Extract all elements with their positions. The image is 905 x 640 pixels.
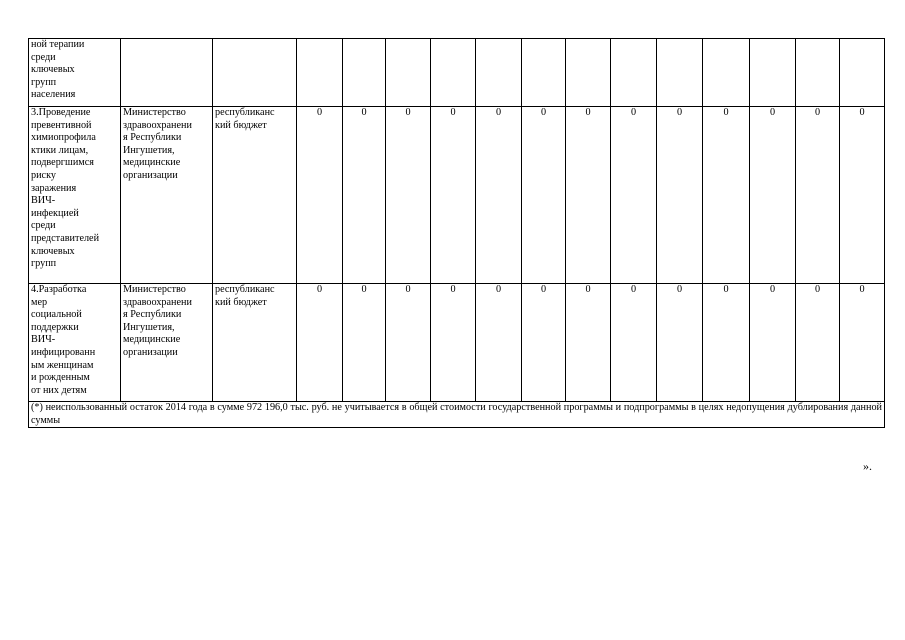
amount-cell: 0: [840, 107, 885, 284]
amount-cell: [657, 39, 703, 107]
funding-source-cell: [213, 39, 297, 107]
table-row: [29, 107, 885, 284]
executor-cell: Министерство здравоохранени я Республики Ингушетия, медицинские организации: [121, 107, 213, 284]
funding-source-cell: республиканс кий бюджет: [213, 107, 297, 284]
amount-cell: [840, 39, 885, 107]
amount-cell: [386, 39, 431, 107]
amount-cell: [476, 39, 522, 107]
amount-cell: [343, 39, 386, 107]
amount-cell: 0: [611, 284, 657, 402]
amount-cell: 0: [343, 284, 386, 402]
amount-cell: 0: [297, 107, 343, 284]
amount-cell: [750, 39, 796, 107]
funding-source-cell: республиканс кий бюджет: [213, 284, 297, 402]
amount-cell: 0: [522, 284, 566, 402]
amount-cell: 0: [386, 107, 431, 284]
measure-name-cell: 4.Разработка мер социальной поддержки ВИЧ- инфицированн ым женщинам и рожденным от них детям: [29, 284, 121, 402]
amount-cell: 0: [297, 284, 343, 402]
amount-cell: 0: [657, 107, 703, 284]
amount-cell: 0: [796, 284, 840, 402]
amount-cell: 0: [750, 284, 796, 402]
amount-cell: 0: [566, 107, 611, 284]
amount-cell: 0: [431, 284, 476, 402]
table-row: [29, 284, 885, 402]
amount-cell: 0: [840, 284, 885, 402]
executor-cell: [121, 39, 213, 107]
amount-cell: [431, 39, 476, 107]
amount-cell: 0: [522, 107, 566, 284]
footnote-text: (*) неиспользованный остаток 2014 года в сумме 972 196,0 тыс. руб. не учитывается в общей стоимости государственной программы и подпрограммы в целях недопущения дублирования данной суммы: [29, 402, 885, 428]
amount-cell: 0: [703, 284, 750, 402]
amount-cell: 0: [386, 284, 431, 402]
amount-cell: [611, 39, 657, 107]
measure-name-cell: 3.Проведение превентивной химиопрофила ктики лицам, подвергшимся риску заражения ВИЧ- инфекцией среди представителей ключевых групп: [29, 107, 121, 284]
measure-name-cell: ной терапии среди ключевых групп населения: [29, 39, 121, 107]
amount-cell: 0: [657, 284, 703, 402]
amount-cell: [796, 39, 840, 107]
amount-cell: 0: [476, 284, 522, 402]
amount-cell: [297, 39, 343, 107]
amount-cell: 0: [476, 107, 522, 284]
amount-cell: [566, 39, 611, 107]
budget-table: [28, 38, 885, 428]
amount-cell: 0: [750, 107, 796, 284]
amount-cell: 0: [343, 107, 386, 284]
footnote-row: [29, 402, 885, 428]
amount-cell: 0: [703, 107, 750, 284]
amount-cell: 0: [431, 107, 476, 284]
amount-cell: 0: [796, 107, 840, 284]
amount-cell: 0: [611, 107, 657, 284]
table-row: [29, 39, 885, 107]
executor-cell: Министерство здравоохранени я Республики Ингушетия, медицинские организации: [121, 284, 213, 402]
amount-cell: [522, 39, 566, 107]
amount-cell: 0: [566, 284, 611, 402]
closing-quote: ».: [863, 459, 872, 473]
amount-cell: [703, 39, 750, 107]
